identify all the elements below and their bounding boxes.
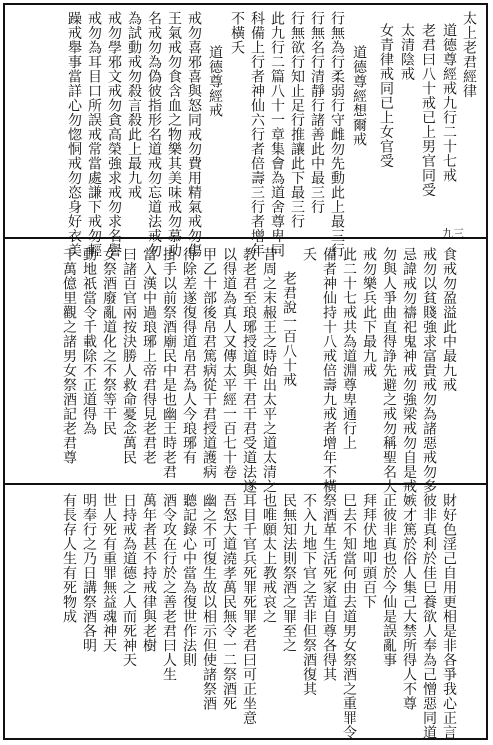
text-column: 躁戒舉事當詳心勿惚恫戒勿恣身好衣美 [66,11,82,258]
text-column: 夭 [301,247,317,262]
text-column: 以得道為真人又傳太平經一百七十卷 [221,247,237,479]
section-heading: 道德尊經戒九行二十七戒 [441,23,457,183]
text-column: 祭酒革生活死家道自尊各得其 [321,493,337,682]
text-column: 戒勿為耳目口所誤戒常當處謙下戒勿輕 [86,11,102,258]
text-column: 女青律戒同已上女官受 [378,23,394,168]
text-column: 行無名行清靜行諸善此中最三行 [309,11,325,214]
text-column: 千萬億里觀之諸男女祭酒記老君尊 [61,247,77,465]
text-column: 酒令攻在行於之善老君曰人生 [161,493,177,682]
text-column: 太清陰戒 [399,23,415,81]
text-column: 此二十七戒共為道淵尊卑通行上 [341,247,357,450]
text-column: 食戒勿盈溢此中最九戒 [441,247,457,392]
panel-top [5,5,486,258]
text-column: 名戒勿為偽彼指形名道戒勿忘道法戒勿 [146,11,162,258]
text-column: 行無為行柔弱行守雌勿先動此上最三行 [329,11,345,258]
text-column: 戒勿樂兵此下最九戒 [361,247,377,378]
text-column: 曰諸百官兩按決勝人救命憂念萬民 [121,247,137,465]
text-column: 戒勿學邪文戒勿貪高榮強求戒勿求名譽 [106,11,122,258]
text-column: 聽記錄心中當為復世作法則 [181,493,197,667]
text-column: 甲乙十部後帛君篤病從干君授道護病 [201,247,217,479]
text-column: 當入漢中過琅琊上帝君得見老君老 [141,247,157,465]
text-column: 老君曰八十戒已上男官同受 [420,23,436,197]
text-column: 萬年者甚不持戒律與老樹 [141,493,157,653]
text-column: 掛手以前祭酒廟民中是也幽王時老君 [161,247,177,479]
panel-middle [5,241,486,494]
panel-bottom [5,487,486,738]
text-column: 日持戒為道德之人而死神天 [121,493,137,667]
text-column: 拜拜伏地叩頭百下 [361,493,377,609]
text-column: 民無知法則祭酒之罪至之 [281,493,297,653]
text-column: 老君說一百八十戒 [281,271,297,387]
text-column: 有長存人生有死物成 [61,493,77,624]
text-column: 巳去不知當何由去道男女祭酒之重罪令 [341,493,357,740]
text-column: 吾怒大道澆孝萬民無令一二祭酒死 [221,493,237,711]
text-column: 財好色淫己自用更相是非各爭我心正言 [441,493,457,740]
text-column: 明奉行之乃日講祭酒各明 [81,493,97,653]
text-column: 不入九地下官之苦非但祭酒復其 [301,493,317,696]
text-column: 耳目千官兵死罪死罪老君曰可正坐意 [241,493,257,725]
text-column: 忌諱戒勿禱祀鬼神戒勿強梁戒勿自是戒 [401,247,417,494]
text-column: 道德尊經戒 [207,45,223,118]
text-column: 戒勿喜邪喜與怒同戒勿費用精氣戒勿傷 [186,11,202,258]
text-column: 勿與人爭曲直得諍先避之戒勿稱聖名大 [381,247,397,494]
text-column: 也唯願太上教戒哀之 [261,493,277,624]
scripture-title: 太上老君經律 [461,11,477,98]
text-column: 道德尊經想爾戒 [351,45,367,147]
text-column: 科備上行者神仙六行者倍壽三行者增年 [249,11,265,258]
text-column: 教老君至琅琊授道與干君干君受道法遂 [241,247,257,494]
page-number: 九三 [442,227,464,240]
text-column: 不橫夭 [229,11,245,55]
text-column: 備者神仙持十八戒倍壽九戒者增年不橫 [321,247,337,494]
text-column: 動地祇當令千載除不正道得為 [81,247,97,436]
text-column: 幽之不可復生故以相示但使諸祭酒 [201,493,217,711]
text-column: 戒勿以貧賤強求富貴戒勿為諸惡戒勿多 [421,247,437,494]
text-column: 行無欲行知止足行推讓此下最三行 [289,11,305,229]
text-column: 為試動戒勿殺言殺此上最九戒 [126,11,142,200]
text-column: 得除差遂復得道帛君為人今琅琊有 [181,247,197,465]
text-column: 彼非真利於佳巳養欲人奉為己憎惡同道 [421,493,437,740]
text-column: 正彼非真也於今仙是誤亂事 [381,493,397,667]
text-column: 女祭酒廢亂道化之不祭等干民 [101,247,117,436]
text-column: 世人死有重罪無益魂神天 [101,493,117,653]
text-column: 昔周之末赧王之時始出太平之道太清之 [261,247,277,494]
text-column: 王氣戒勿食含血之物樂其美味戒勿慕功 [166,11,182,258]
text-column: 嫉才篤於俗人集己大禁所得人不尊 [401,493,417,711]
text-column: 此九行二篇八十一章集會為道舍尊卑同 [269,11,285,258]
